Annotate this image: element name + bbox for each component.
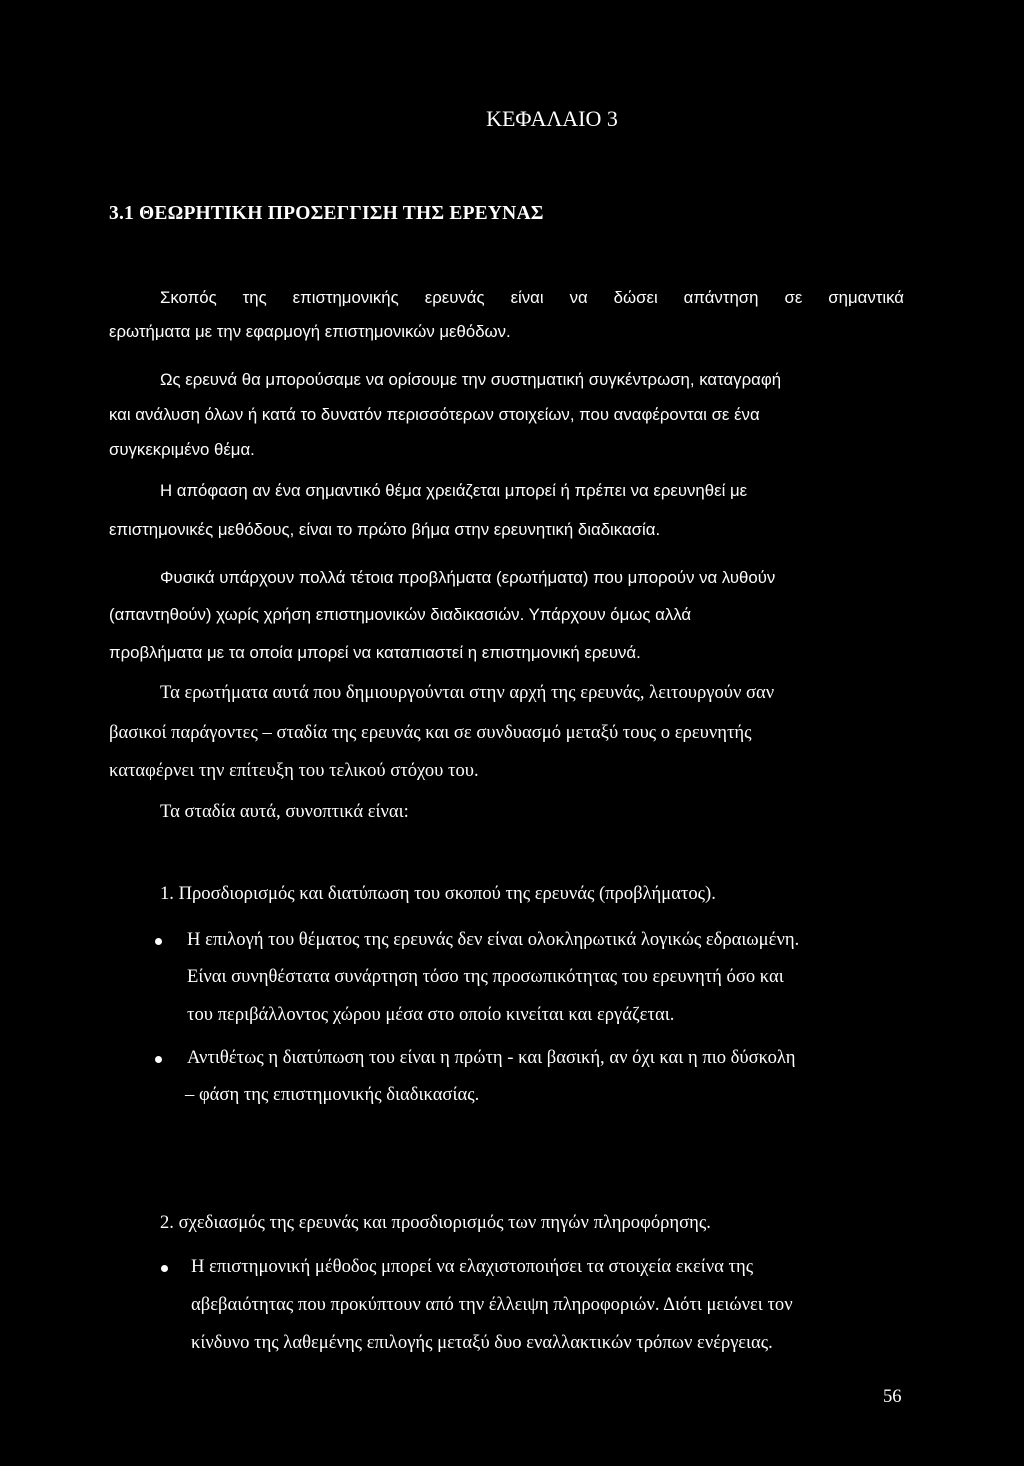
paragraph-4-line-2: (απαντηθούν) χωρίς χρήση επιστημονικών διαδικασιών. Υπάρχουν όμως αλλά [109, 605, 692, 624]
paragraph-2-line-2: και ανάλυση όλων ή κατά το δυνατόν περισσότερων στοιχείων, που αναφέρονται σε ένα [109, 405, 760, 424]
bullet-1-2-line-2: – φάση της επιστημονικής διαδικασίας. [185, 1084, 480, 1105]
paragraph-5-line-1: Τα ερωτήματα αυτά που δημιουργούνται στην αρχή της ερευνάς, λειτουργούν σαν [160, 682, 775, 703]
paragraph-2-line-3: συγκεκριμένο θέμα. [109, 440, 255, 459]
paragraph-5-line-3: καταφέρνει την επίτευξη του τελικού στόχου του. [109, 760, 479, 781]
paragraph-1-line-2: ερωτήματα με την εφαρμογή επιστημονικών μεθόδων. [109, 322, 511, 341]
paragraph-2-line-1: Ως ερευνά θα μπορούσαμε να ορίσουμε την συστηματική συγκέντρωση, καταγραφή [160, 370, 782, 389]
list-item-2-heading: 2. σχεδιασμός της ερευνάς και προσδιορισμός των πηγών πληροφόρησης. [160, 1212, 711, 1233]
bullet-icon [161, 1265, 168, 1272]
bullet-2-1-line-3: κίνδυνο της λαθεμένης επιλογής μεταξύ δυο εναλλακτικών τρόπων ενέργειας. [191, 1332, 773, 1353]
bullet-icon [155, 1056, 162, 1063]
section-title: 3.1 ΘΕΩΡΗΤΙΚΗ ΠΡΟΣΕΓΓΙΣΗ ΤΗΣ ΕΡΕΥΝΑΣ [109, 203, 544, 224]
bullet-1-2-line-1: Αντιθέτως η διατύπωση του είναι η πρώτη - και βασική, αν όχι και η πιο δύσκολη [187, 1047, 796, 1068]
paragraph-4-line-1: Φυσικά υπάρχουν πολλά τέτοια προβλήματα (ερωτήματα) που μπορούν να λυθούν [160, 568, 776, 587]
bullet-2-1-line-2: αβεβαιότητας που προκύπτουν από την έλλειψη πληροφοριών. Διότι μειώνει τον [191, 1294, 793, 1315]
paragraph-4-line-3: προβλήματα με τα οποία μπορεί να καταπιαστεί η επιστημονική ερευνά. [109, 643, 641, 662]
bullet-1-1-line-1: Η επιλογή του θέματος της ερευνάς δεν είναι ολοκληρωτικά λογικώς εδραιωμένη. [187, 929, 800, 950]
paragraph-6: Τα σταδία αυτά, συνοπτικά είναι: [160, 801, 409, 822]
paragraph-3-line-2: επιστημονικές μεθόδους, είναι το πρώτο βήμα στην ερευνητική διαδικασία. [109, 520, 661, 539]
paragraph-1-line-1: Σκοπός της επιστημονικής ερευνάς είναι να δώσει απάντηση σε σημαντικά [160, 288, 904, 307]
page-number: 56 [883, 1386, 902, 1407]
bullet-icon [155, 938, 162, 945]
bullet-1-1-line-2: Είναι συνηθέστατα συνάρτηση τόσο της προσωπικότητας του ερευνητή όσο και [187, 966, 784, 987]
chapter-title: ΚΕΦΑΛΑΙΟ 3 [486, 106, 618, 131]
bullet-1-1-line-3: του περιβάλλοντος χώρου μέσα στο οποίο κινείται και εργάζεται. [187, 1004, 675, 1025]
paragraph-3-line-1: Η απόφαση αν ένα σημαντικό θέμα χρειάζεται μπορεί ή πρέπει να ερευνηθεί με [160, 481, 748, 500]
bullet-2-1-line-1: Η επιστημονική μέθοδος μπορεί να ελαχιστοποιήσει τα στοιχεία εκείνα της [191, 1256, 754, 1277]
paragraph-5-line-2: βασικοί παράγοντες – σταδία της ερευνάς και σε συνδυασμό μεταξύ τους ο ερευνητής [109, 722, 752, 743]
list-item-1-heading: 1. Προσδιορισμός και διατύπωση του σκοπού της ερευνάς (προβλήματος). [160, 883, 716, 904]
